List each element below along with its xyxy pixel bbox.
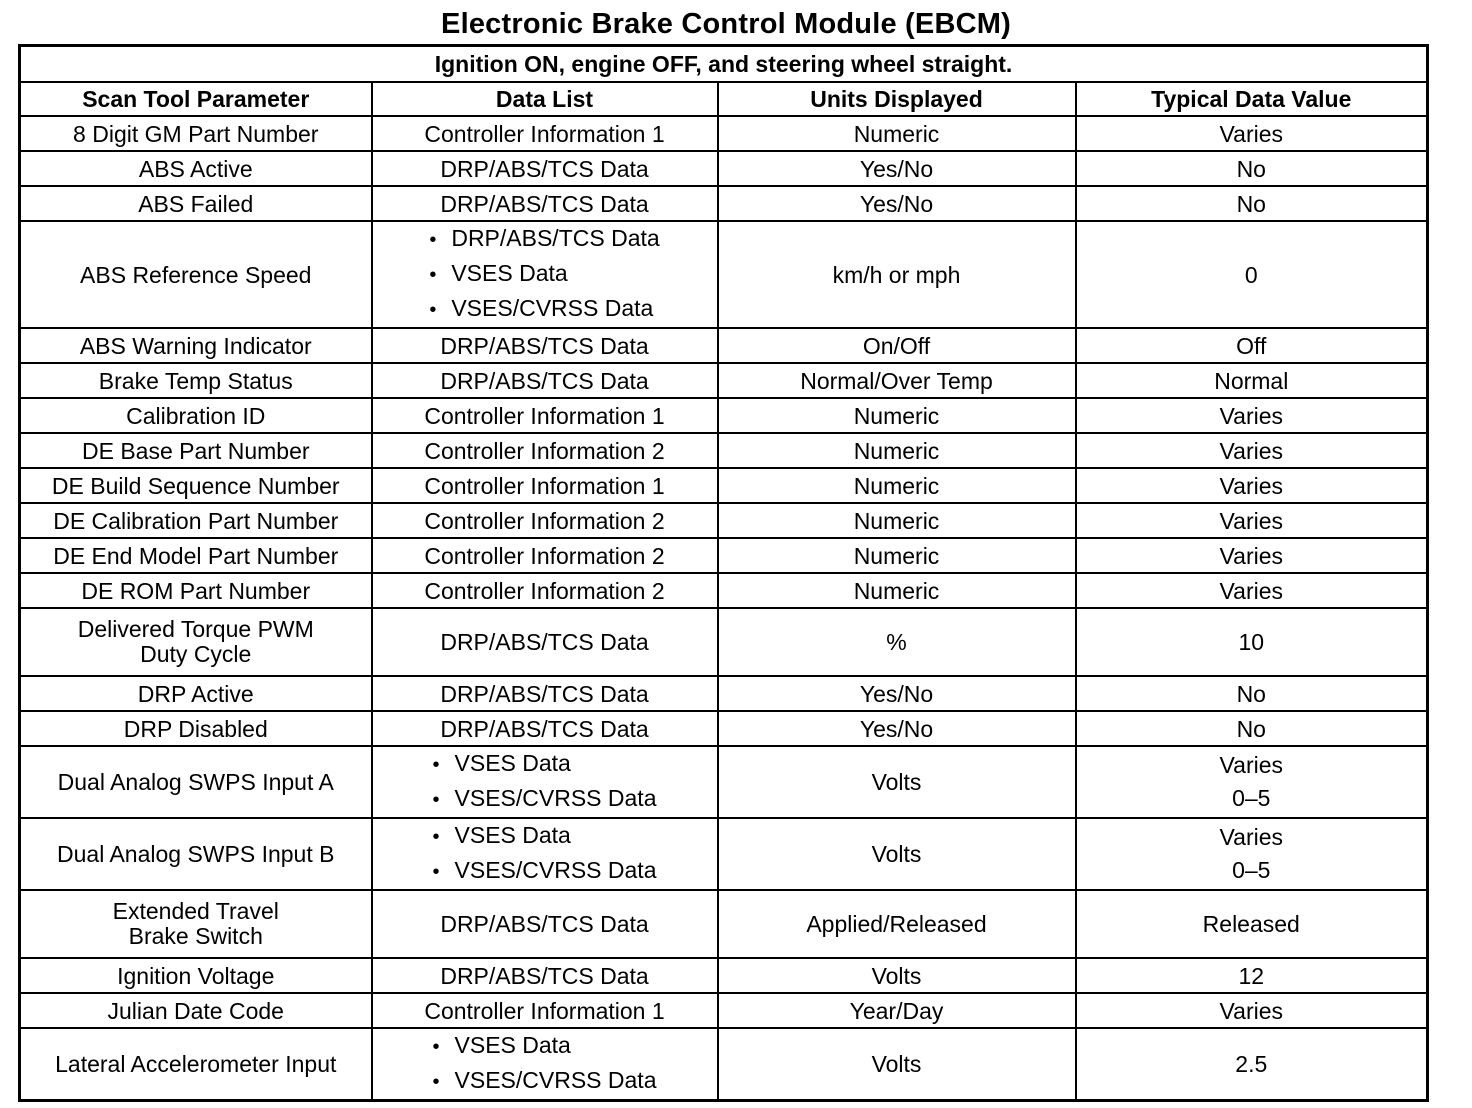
parameter-text: ABS Warning Indicator — [79, 332, 312, 359]
cell-typical-data-value — [1076, 746, 1428, 818]
cell-data-list — [372, 221, 718, 328]
cell-scan-tool-parameter — [20, 151, 372, 186]
typical-value-text: Varies — [1219, 437, 1284, 464]
cell-typical-data-value — [1076, 890, 1428, 958]
typical-value-text: 2.5 — [1235, 1051, 1268, 1077]
parameter-text: DE End Model Part Number — [53, 542, 339, 569]
cell-data-list — [372, 186, 718, 221]
cell-scan-tool-parameter — [20, 573, 372, 608]
typical-value-text: No — [1236, 715, 1266, 742]
parameter-text: DE ROM Part Number — [81, 577, 311, 604]
cell-typical-data-value — [1076, 328, 1428, 363]
data-list-item — [429, 222, 659, 257]
parameter-text: DE Build Sequence Number — [51, 472, 340, 499]
cell-typical-data-value — [1076, 608, 1428, 676]
data-list-text: Controller Information 1 — [424, 402, 665, 429]
cell-units-displayed: Year/Day — [718, 993, 1076, 1028]
cell-units-displayed: Numeric — [718, 468, 1076, 503]
test-condition: Ignition ON, engine OFF, and steering wheel straight. — [20, 46, 1428, 83]
cell-typical-data-value — [1076, 186, 1428, 221]
data-list-item-text: VSES/CVRSS Data — [454, 785, 657, 811]
table-row — [20, 890, 1428, 958]
table-row — [20, 503, 1428, 538]
typical-value-text: 10 — [1238, 629, 1265, 655]
cell-data-list — [372, 433, 718, 468]
cell-units-displayed: On/Off — [718, 328, 1076, 363]
table-row — [20, 958, 1428, 993]
data-list-bullets — [433, 747, 657, 817]
parameter-text: Julian Date Code — [107, 997, 284, 1024]
data-list-text: Controller Information 1 — [424, 997, 665, 1024]
cell-data-list — [372, 538, 718, 573]
table-row — [20, 818, 1428, 890]
cell-data-list — [372, 363, 718, 398]
typical-value-text: Varies — [1219, 997, 1284, 1024]
data-list-text: DRP/ABS/TCS Data — [440, 715, 649, 742]
data-list-item — [433, 854, 657, 889]
data-list-bullets — [433, 1029, 657, 1099]
cell-scan-tool-parameter — [20, 958, 372, 993]
data-list-item — [433, 819, 657, 854]
cell-scan-tool-parameter — [20, 221, 372, 328]
cell-units-displayed: Volts — [718, 746, 1076, 818]
cell-units-displayed: Yes/No — [718, 676, 1076, 711]
typical-value-text: 0–5 — [1232, 785, 1271, 811]
cell-typical-data-value — [1076, 468, 1428, 503]
data-list-item-text: VSES/CVRSS Data — [454, 857, 657, 883]
data-list-item-text: VSES Data — [454, 750, 571, 776]
parameter-text: DRP Active — [137, 680, 254, 707]
parameter-text: Calibration ID — [126, 402, 266, 429]
typical-value-text: Varies — [1219, 542, 1284, 569]
data-list-item-text: VSES Data — [454, 1032, 571, 1058]
parameter-line: Brake Switch — [128, 923, 263, 949]
data-list-text: Controller Information 2 — [424, 437, 665, 464]
parameter-text: ABS Reference Speed — [80, 261, 312, 288]
data-list-bullets — [433, 819, 657, 889]
data-list-bullets — [429, 222, 659, 327]
typical-value-text: Off — [1236, 332, 1267, 359]
parameter-line: Delivered Torque PWM — [77, 616, 314, 642]
cell-scan-tool-parameter — [20, 116, 372, 151]
cell-scan-tool-parameter — [20, 711, 372, 746]
data-list-item-text: VSES/CVRSS Data — [451, 295, 654, 321]
cell-scan-tool-parameter — [20, 676, 372, 711]
cell-units-displayed: Yes/No — [718, 151, 1076, 186]
cell-scan-tool-parameter — [20, 328, 372, 363]
parameter-text: DE Base Part Number — [81, 437, 310, 464]
data-list-item — [429, 292, 659, 327]
cell-data-list — [372, 890, 718, 958]
data-list-text: Controller Information 1 — [424, 472, 665, 499]
data-list-item — [433, 1029, 657, 1064]
table-row — [20, 993, 1428, 1028]
data-list-text: DRP/ABS/TCS Data — [440, 962, 649, 989]
document-title: Electronic Brake Control Module (EBCM) — [441, 8, 1011, 40]
header-units-displayed: Units Displayed — [718, 82, 1076, 116]
data-list-item-text: VSES/CVRSS Data — [454, 1067, 657, 1093]
cell-typical-data-value — [1076, 958, 1428, 993]
data-list-text: Controller Information 2 — [424, 507, 665, 534]
cell-typical-data-value — [1076, 711, 1428, 746]
table-row — [20, 398, 1428, 433]
cell-data-list — [372, 398, 718, 433]
data-list-item — [433, 782, 657, 817]
table-row — [20, 573, 1428, 608]
data-list-text: DRP/ABS/TCS Data — [440, 155, 649, 182]
cell-data-list — [372, 116, 718, 151]
parameter-text: ABS Failed — [138, 190, 254, 217]
typical-value-text: Varies — [1219, 577, 1284, 604]
parameter-text: DRP Disabled — [123, 715, 268, 742]
header-typical-data-value: Typical Data Value — [1076, 82, 1428, 116]
data-list-text: DRP/ABS/TCS Data — [440, 190, 649, 217]
data-list-text: DRP/ABS/TCS Data — [440, 629, 649, 655]
cell-scan-tool-parameter — [20, 398, 372, 433]
table-row — [20, 538, 1428, 573]
typical-value-text: Varies — [1219, 402, 1284, 429]
cell-units-displayed: km/h or mph — [718, 221, 1076, 328]
cell-data-list — [372, 958, 718, 993]
cell-typical-data-value — [1076, 221, 1428, 328]
data-list-text: DRP/ABS/TCS Data — [440, 367, 649, 394]
cell-typical-data-value — [1076, 433, 1428, 468]
table-row — [20, 676, 1428, 711]
cell-data-list — [372, 608, 718, 676]
cell-scan-tool-parameter — [20, 538, 372, 573]
cell-typical-data-value — [1076, 573, 1428, 608]
data-list-item-text: VSES Data — [451, 260, 568, 286]
table-row — [20, 608, 1428, 676]
typical-value-text: No — [1236, 190, 1266, 217]
cell-typical-data-value — [1076, 993, 1428, 1028]
typical-value-text: Varies — [1219, 752, 1284, 778]
cell-units-displayed: Normal/Over Temp — [718, 363, 1076, 398]
table-row — [20, 1028, 1428, 1101]
data-list-text: Controller Information 1 — [424, 120, 665, 147]
parameter-text: Lateral Accelerometer Input — [55, 1051, 337, 1077]
typical-value-text: No — [1236, 680, 1266, 707]
parameter-text: Brake Temp Status — [98, 367, 293, 394]
cell-data-list — [372, 151, 718, 186]
cell-scan-tool-parameter — [20, 468, 372, 503]
cell-data-list — [372, 711, 718, 746]
data-list-text: DRP/ABS/TCS Data — [440, 332, 649, 359]
data-list-text: Controller Information 2 — [424, 542, 665, 569]
cell-data-list — [372, 993, 718, 1028]
cell-data-list — [372, 676, 718, 711]
typical-value-text: Varies — [1219, 472, 1284, 499]
parameter-text: 8 Digit GM Part Number — [73, 120, 319, 147]
cell-scan-tool-parameter — [20, 1028, 372, 1101]
table-row — [20, 221, 1428, 328]
table-row — [20, 711, 1428, 746]
cell-typical-data-value — [1076, 151, 1428, 186]
cell-units-displayed: Volts — [718, 1028, 1076, 1101]
cell-typical-data-value — [1076, 503, 1428, 538]
table-row — [20, 116, 1428, 151]
cell-scan-tool-parameter — [20, 363, 372, 398]
condition-row — [20, 46, 1428, 83]
parameter-text: Dual Analog SWPS Input A — [57, 769, 334, 795]
cell-typical-data-value — [1076, 398, 1428, 433]
data-list-item-text: DRP/ABS/TCS Data — [451, 225, 660, 251]
data-list-item — [433, 1064, 657, 1099]
cell-units-displayed: Numeric — [718, 116, 1076, 151]
cell-data-list — [372, 818, 718, 890]
data-list-item-text: VSES Data — [454, 822, 571, 848]
parameter-text: Ignition Voltage — [117, 962, 275, 989]
ebcm-data-table — [18, 44, 1429, 1102]
cell-scan-tool-parameter — [20, 186, 372, 221]
typical-value-text: Varies — [1219, 120, 1284, 147]
column-header-row — [20, 82, 1428, 116]
cell-data-list — [372, 746, 718, 818]
data-list-item — [433, 747, 657, 782]
parameter-line: Duty Cycle — [140, 641, 252, 667]
typical-value-text: Released — [1202, 911, 1300, 937]
cell-data-list — [372, 1028, 718, 1101]
typical-value-text: Normal — [1214, 367, 1289, 394]
cell-data-list — [372, 468, 718, 503]
table-row — [20, 746, 1428, 818]
cell-units-displayed: Numeric — [718, 573, 1076, 608]
cell-scan-tool-parameter — [20, 433, 372, 468]
table-row — [20, 328, 1428, 363]
cell-data-list — [372, 503, 718, 538]
parameter-text: Dual Analog SWPS Input B — [57, 841, 335, 867]
cell-typical-data-value — [1076, 538, 1428, 573]
cell-scan-tool-parameter — [20, 746, 372, 818]
cell-scan-tool-parameter — [20, 608, 372, 676]
table-body — [20, 116, 1428, 1101]
table-row — [20, 433, 1428, 468]
parameter-text: ABS Active — [138, 155, 253, 182]
cell-units-displayed: Yes/No — [718, 711, 1076, 746]
cell-units-displayed: Numeric — [718, 433, 1076, 468]
cell-data-list — [372, 573, 718, 608]
typical-value-text: No — [1236, 155, 1266, 182]
cell-units-displayed: Volts — [718, 958, 1076, 993]
typical-value-text: Varies — [1219, 507, 1284, 534]
cell-units-displayed: Yes/No — [718, 186, 1076, 221]
typical-value-text: 0–5 — [1232, 857, 1271, 883]
table-row — [20, 151, 1428, 186]
table-row — [20, 468, 1428, 503]
table-row — [20, 363, 1428, 398]
cell-scan-tool-parameter — [20, 818, 372, 890]
cell-units-displayed: Numeric — [718, 398, 1076, 433]
data-list-text: DRP/ABS/TCS Data — [440, 680, 649, 707]
parameter-text: DE Calibration Part Number — [53, 507, 339, 534]
cell-units-displayed: Applied/Released — [718, 890, 1076, 958]
cell-units-displayed: Volts — [718, 818, 1076, 890]
cell-typical-data-value — [1076, 818, 1428, 890]
parameter-line: Extended Travel — [112, 898, 279, 924]
cell-typical-data-value — [1076, 1028, 1428, 1101]
header-data-list: Data List — [372, 82, 718, 116]
typical-value-text: Varies — [1219, 824, 1284, 850]
cell-typical-data-value — [1076, 116, 1428, 151]
typical-value-text: 0 — [1244, 261, 1258, 288]
cell-scan-tool-parameter — [20, 993, 372, 1028]
header-scan-tool-parameter: Scan Tool Parameter — [20, 82, 372, 116]
data-list-item — [429, 257, 659, 292]
data-list-text: DRP/ABS/TCS Data — [440, 911, 649, 937]
cell-scan-tool-parameter — [20, 503, 372, 538]
cell-units-displayed: Numeric — [718, 538, 1076, 573]
table-row — [20, 186, 1428, 221]
cell-scan-tool-parameter — [20, 890, 372, 958]
cell-typical-data-value — [1076, 676, 1428, 711]
cell-typical-data-value — [1076, 363, 1428, 398]
cell-units-displayed: % — [718, 608, 1076, 676]
cell-data-list — [372, 328, 718, 363]
cell-units-displayed: Numeric — [718, 503, 1076, 538]
data-list-text: Controller Information 2 — [424, 577, 665, 604]
typical-value-text: 12 — [1238, 962, 1265, 989]
